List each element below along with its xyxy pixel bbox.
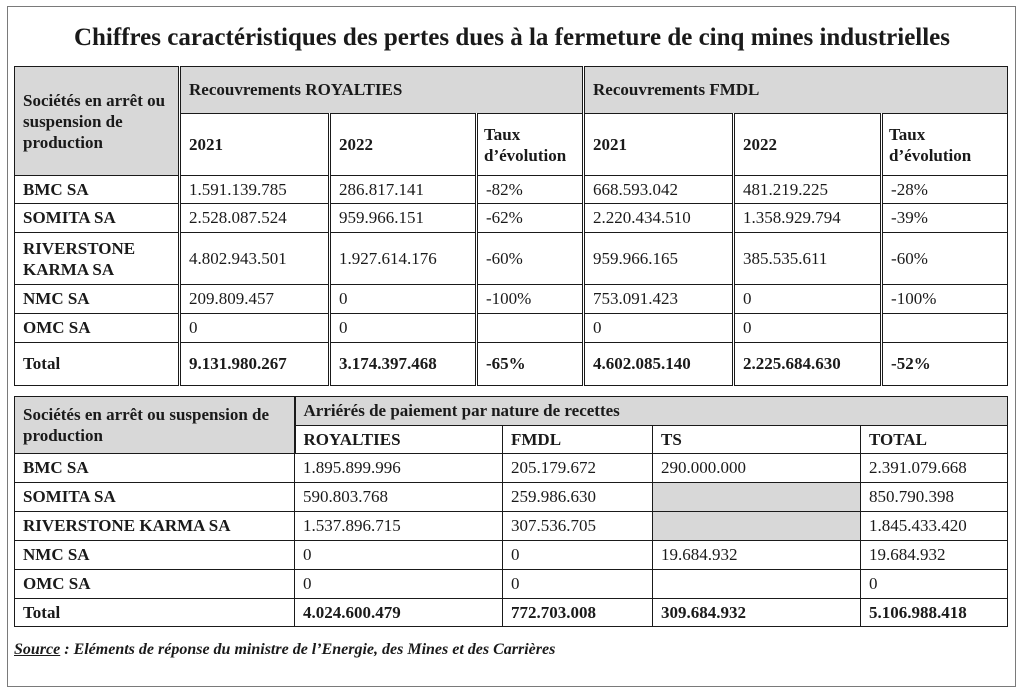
table-row (15, 570, 1008, 599)
total-cell: 4.602.085.140 (584, 343, 734, 386)
value-cell: 0 (180, 314, 330, 343)
col-header-2021: 2021 (584, 114, 734, 176)
col-header-2022: 2022 (330, 114, 477, 176)
table-row (15, 483, 1008, 512)
value-cell (477, 314, 584, 343)
source-note (14, 641, 555, 659)
table-row (15, 541, 1008, 570)
col-header-fmdl: FMDL (503, 426, 653, 454)
value-cell: 19.684.932 (861, 541, 1008, 570)
company-name: RIVERSTONE KARMA SA (15, 512, 295, 541)
value-cell: 1.358.929.794 (734, 204, 882, 233)
col-header-2022: 2022 (734, 114, 882, 176)
col-header-taux: Taux d’évolution (477, 114, 584, 176)
company-name: BMC SA (15, 454, 295, 483)
value-cell: -39% (882, 204, 1008, 233)
company-name: OMC SA (15, 570, 295, 599)
company-name: SOMITA SA (15, 204, 180, 233)
source-label: Source (14, 641, 61, 658)
value-cell: 753.091.423 (584, 285, 734, 314)
value-cell: 0 (584, 314, 734, 343)
total-row (15, 343, 1008, 386)
company-name: BMC SA (15, 176, 180, 204)
total-cell: 4.024.600.479 (295, 599, 503, 627)
company-name: OMC SA (15, 314, 180, 343)
value-cell: 19.684.932 (653, 541, 861, 570)
value-cell: 0 (503, 570, 653, 599)
value-cell: -82% (477, 176, 584, 204)
value-cell: 205.179.672 (503, 454, 653, 483)
value-cell: 850.790.398 (861, 483, 1008, 512)
table-header-row (15, 397, 1008, 426)
total-cell: -65% (477, 343, 584, 386)
col-header-taux: Taux d’évolution (882, 114, 1008, 176)
value-cell: 259.986.630 (503, 483, 653, 512)
value-cell: 1.845.433.420 (861, 512, 1008, 541)
value-cell: 1.895.899.996 (295, 454, 503, 483)
company-name: RIVERSTONE KARMA SA (15, 233, 180, 285)
recouvrements-table (14, 66, 1008, 386)
value-cell (882, 314, 1008, 343)
table-header-row (15, 67, 1008, 114)
value-cell: 1.537.896.715 (295, 512, 503, 541)
total-label: Total (15, 343, 180, 386)
total-row (15, 599, 1008, 627)
value-cell: 0 (295, 541, 503, 570)
value-cell: 286.817.141 (330, 176, 477, 204)
total-cell: 309.684.932 (653, 599, 861, 627)
total-label: Total (15, 599, 295, 627)
value-cell: 0 (734, 314, 882, 343)
value-cell: 668.593.042 (584, 176, 734, 204)
value-cell: 209.809.457 (180, 285, 330, 314)
value-cell (653, 570, 861, 599)
group-header-arrieres: Arriérés de paiement par nature de recettes (295, 397, 1008, 426)
value-cell: -60% (477, 233, 584, 285)
value-cell: 385.535.611 (734, 233, 882, 285)
table-row (15, 233, 1008, 285)
company-name: SOMITA SA (15, 483, 295, 512)
value-cell: 2.528.087.524 (180, 204, 330, 233)
value-cell: 0 (330, 285, 477, 314)
value-cell: 1.927.614.176 (330, 233, 477, 285)
value-cell: 0 (295, 570, 503, 599)
total-cell: 9.131.980.267 (180, 343, 330, 386)
total-cell: 772.703.008 (503, 599, 653, 627)
page-title: Chiffres caractéristiques des pertes dues à la fermeture de cinq mines industrielles (73, 24, 951, 51)
value-cell: 590.803.768 (295, 483, 503, 512)
total-cell: 3.174.397.468 (330, 343, 477, 386)
value-cell: 290.000.000 (653, 454, 861, 483)
table-row (15, 176, 1008, 204)
value-cell: -60% (882, 233, 1008, 285)
value-cell: -62% (477, 204, 584, 233)
total-cell: 5.106.988.418 (861, 599, 1008, 627)
value-cell: 0 (861, 570, 1008, 599)
total-cell: -52% (882, 343, 1008, 386)
empty-shaded-cell (653, 512, 861, 541)
table-row (15, 512, 1008, 541)
col-header-ts: TS (653, 426, 861, 454)
value-cell: 307.536.705 (503, 512, 653, 541)
value-cell: 2.220.434.510 (584, 204, 734, 233)
group-header-royalties: Recouvrements ROYALTIES (180, 67, 584, 114)
value-cell: -100% (477, 285, 584, 314)
value-cell: 1.591.139.785 (180, 176, 330, 204)
value-cell: -100% (882, 285, 1008, 314)
source-text: : Eléments de réponse du ministre de l’Energie, des Mines et des Carrières (60, 641, 556, 658)
group-header-fmdl: Recouvrements FMDL (584, 67, 1008, 114)
table-row (15, 285, 1008, 314)
table-row (15, 454, 1008, 483)
value-cell: 0 (734, 285, 882, 314)
table-row (15, 204, 1008, 233)
value-cell: 959.966.151 (330, 204, 477, 233)
value-cell: 959.966.165 (584, 233, 734, 285)
arrieres-table (14, 396, 1008, 627)
total-cell: 2.225.684.630 (734, 343, 882, 386)
table-row (15, 314, 1008, 343)
value-cell: 481.219.225 (734, 176, 882, 204)
corner-header: Sociétés en arrêt ou suspension de production (15, 397, 295, 454)
col-header-total: TOTAL (861, 426, 1008, 454)
value-cell: -28% (882, 176, 1008, 204)
col-header-royalties: ROYALTIES (295, 426, 503, 454)
value-cell: 4.802.943.501 (180, 233, 330, 285)
empty-shaded-cell (653, 483, 861, 512)
corner-header: Sociétés en arrêt ou suspension de production (15, 67, 180, 176)
col-header-2021: 2021 (180, 114, 330, 176)
company-name: NMC SA (15, 541, 295, 570)
value-cell: 0 (330, 314, 477, 343)
company-name: NMC SA (15, 285, 180, 314)
value-cell: 2.391.079.668 (861, 454, 1008, 483)
value-cell: 0 (503, 541, 653, 570)
